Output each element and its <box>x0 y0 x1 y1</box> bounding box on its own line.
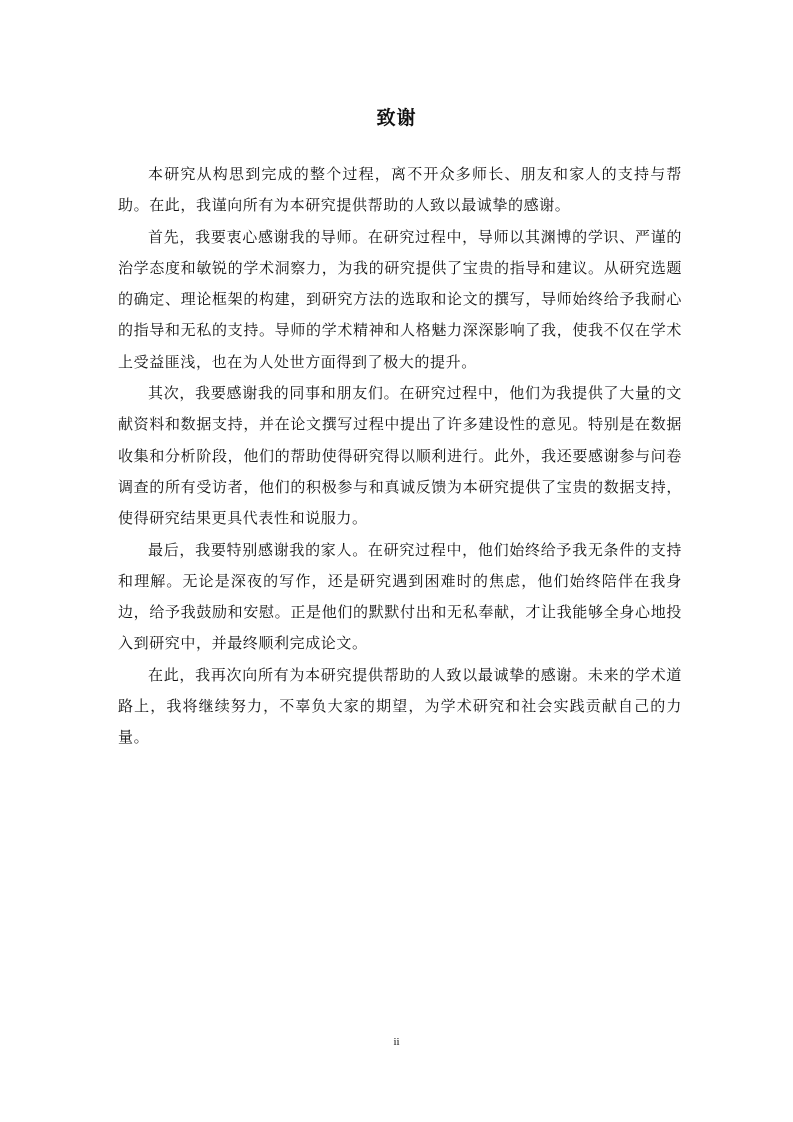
paragraph-colleagues: 其次，我要感谢我的同事和朋友们。在研究过程中，他们为我提供了大量的文献资料和数据支持，并在论文撰写过程中提出了许多建设性的意见。特别是在数据收集和分析阶段，他们的帮助使得研究得以顺利进行。此外，我还要感谢参与问卷调查的所有受访者，他们的积极参与和真诚反馈为本研究提供了宝贵的数据支持，使得研究结果更具代表性和说服力。 <box>118 384 682 528</box>
acknowledgements-body <box>118 159 682 754</box>
page-number: ii <box>393 1036 400 1048</box>
paragraph-advisor: 首先，我要衷心感谢我的导师。在研究过程中，导师以其渊博的学识、严谨的治学态度和敏锐的学术洞察力，为我的研究提供了宝贵的指导和建议。从研究选题的确定、理论框架的构建，到研究方法的选取和论文的撰写，导师始终给予我耐心的指导和无私的支持。导师的学术精神和人格魅力深深影响了我，使我不仅在学术上受益匪浅，也在为人处世方面得到了极大的提升。 <box>118 227 682 371</box>
paragraph-family: 最后，我要特别感谢我的家人。在研究过程中，他们始终给予我无条件的支持和理解。无论是深夜的写作，还是研究遇到困难时的焦虑，他们始终陪伴在我身边，给予我鼓励和安慰。正是他们的默默付出和无私奉献，才让我能够全身心地投入到研究中，并最终顺利完成论文。 <box>118 540 682 653</box>
page-title: 致谢 <box>376 107 417 129</box>
paragraph-closing: 在此，我再次向所有为本研究提供帮助的人致以最诚挚的感谢。未来的学术道路上，我将继续努力，不辜负大家的期望，为学术研究和社会实践贡献自己的力量。 <box>118 665 682 747</box>
paragraph-intro: 本研究从构思到完成的整个过程，离不开众多师长、朋友和家人的支持与帮助。在此，我谨向所有为本研究提供帮助的人致以最诚挚的感谢。 <box>118 165 682 215</box>
